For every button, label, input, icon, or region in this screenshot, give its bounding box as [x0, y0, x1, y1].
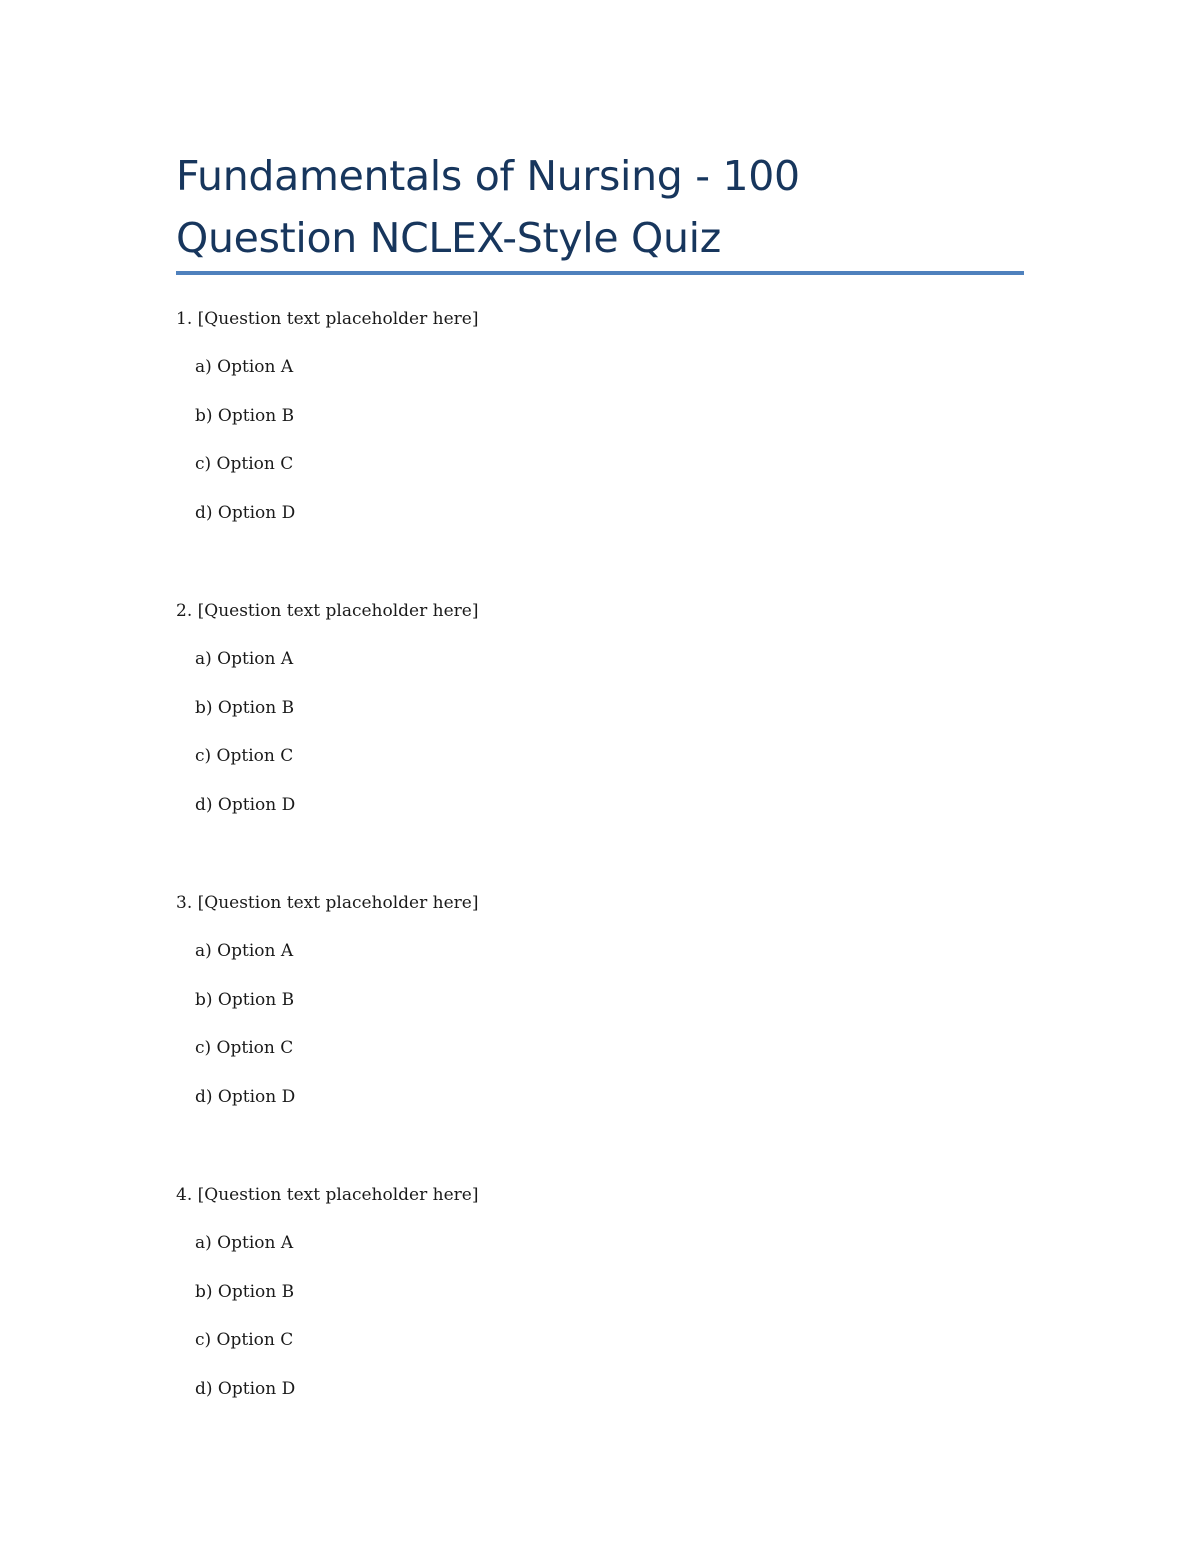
document-title-block [176, 145, 1024, 269]
document-title [176, 145, 1024, 269]
question-text: 3. [Question text placeholder here] [176, 893, 479, 913]
option-b: b) Option B [195, 697, 295, 718]
title-underline-rule [176, 271, 1024, 275]
question-text: 2. [Question text placeholder here] [176, 601, 479, 621]
question-item [176, 598, 1024, 890]
option-b: b) Option B [195, 1281, 295, 1302]
question-text: 4. [Question text placeholder here] [176, 1185, 479, 1205]
question-text: 1. [Question text placeholder here] [176, 309, 479, 329]
option-d: d) Option D [195, 794, 296, 815]
option-a: a) Option A [195, 1233, 294, 1253]
option-c: c) Option C [195, 1330, 294, 1350]
option-d: d) Option D [195, 1378, 296, 1399]
option-d: d) Option D [195, 502, 296, 523]
question-item [176, 1182, 1024, 1474]
option-c: c) Option C [195, 454, 294, 474]
question-list [176, 306, 1024, 1474]
question-item [176, 890, 1024, 1182]
option-a: a) Option A [195, 357, 294, 377]
title-line-2: Question NCLEX-Style Quiz [176, 214, 721, 262]
option-c: c) Option C [195, 1038, 294, 1058]
option-a: a) Option A [195, 649, 294, 669]
question-item [176, 306, 1024, 598]
title-line-1: Fundamentals of Nursing - 100 [176, 152, 800, 200]
option-b: b) Option B [195, 405, 295, 426]
option-a: a) Option A [195, 941, 294, 961]
option-c: c) Option C [195, 746, 294, 766]
option-d: d) Option D [195, 1086, 296, 1107]
option-b: b) Option B [195, 989, 295, 1010]
